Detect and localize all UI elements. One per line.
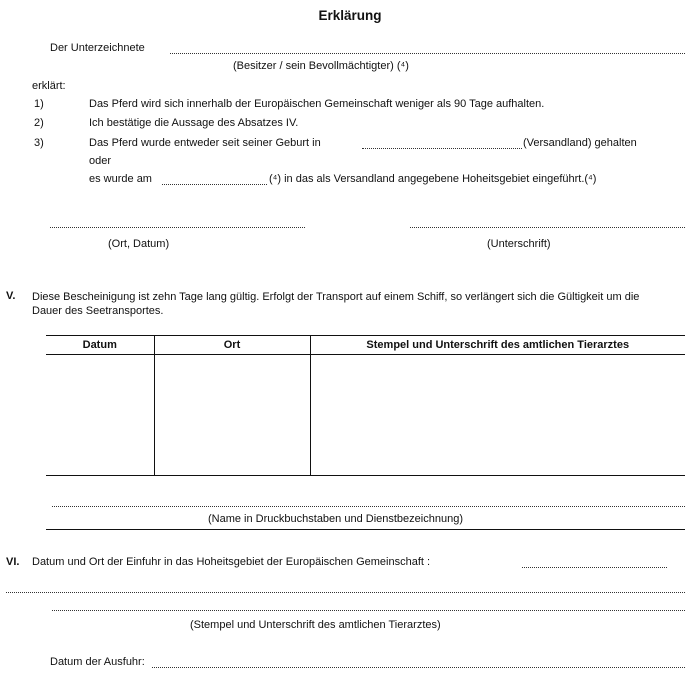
section-vi-number: VI. <box>6 556 20 568</box>
section-v-text: Diese Bescheinigung ist zehn Tage lang gültig. Erfolgt der Transport auf einem Schiff, so verlängert sich die Gültigkeit um die Dauer des Seetransportes. <box>32 291 640 317</box>
name-print-field[interactable] <box>52 506 685 507</box>
stamp-field[interactable] <box>52 610 685 611</box>
item-2-text: Ich bestätige die Aussage des Absatzes IV. <box>89 117 299 129</box>
item-1-number: 1) <box>34 98 44 110</box>
import-date-field[interactable] <box>162 184 267 185</box>
name-print-label: (Name in Druckbuchstaben und Dienstbezeichnung) <box>208 513 463 525</box>
header-stempel: Stempel und Unterschrift des amtlichen Tierarztes <box>310 336 685 355</box>
place-date-field[interactable] <box>50 227 305 228</box>
undersigned-label: Der Unterzeichnete <box>50 42 145 54</box>
dispatch-country-field[interactable] <box>362 148 522 149</box>
export-date-label: Datum der Ausfuhr: <box>50 656 145 668</box>
item-3-text-after: (Versandland) gehalten <box>523 137 637 149</box>
header-ort: Ort <box>154 336 310 355</box>
item-3-number: 3) <box>34 137 44 149</box>
document-title: Erklärung <box>318 8 382 23</box>
import-place-date-field[interactable] <box>522 567 667 568</box>
divider-line <box>46 529 685 530</box>
owner-note: (Besitzer / sein Bevollmächtigter) (⁴) <box>233 60 409 72</box>
export-date-field[interactable] <box>152 667 685 668</box>
cell-ort[interactable] <box>154 355 310 476</box>
signature-label: (Unterschrift) <box>487 238 551 250</box>
undersigned-field[interactable] <box>170 53 685 54</box>
oder-label: oder <box>89 155 112 167</box>
item-1-text: Das Pferd wird sich innerhalb der Europäischen Gemeinschaft weniger als 90 Tage aufhalten. <box>89 98 545 110</box>
stamp-label: (Stempel und Unterschrift des amtlichen Tierarztes) <box>190 619 441 631</box>
item-3-text-before: Das Pferd wurde entweder seit seiner Geburt in <box>89 137 321 149</box>
section-v-number: V. <box>6 290 16 302</box>
imported-after: (⁴) in das als Versandland angegebene Hoheitsgebiet eingeführt.(⁴) <box>269 173 597 185</box>
header-datum: Datum <box>46 336 154 355</box>
cell-datum[interactable] <box>46 355 154 476</box>
item-2-number: 2) <box>34 117 44 129</box>
import-continuation-field[interactable] <box>6 592 685 593</box>
declares-label: erklärt: <box>32 80 66 92</box>
signature-field[interactable] <box>410 227 685 228</box>
certification-table <box>46 335 685 476</box>
cell-stempel[interactable] <box>310 355 685 476</box>
imported-before: es wurde am <box>89 173 152 185</box>
section-vi-text: Datum und Ort der Einfuhr in das Hoheitsgebiet der Europäischen Gemeinschaft : <box>32 556 431 568</box>
place-date-label: (Ort, Datum) <box>108 238 170 250</box>
